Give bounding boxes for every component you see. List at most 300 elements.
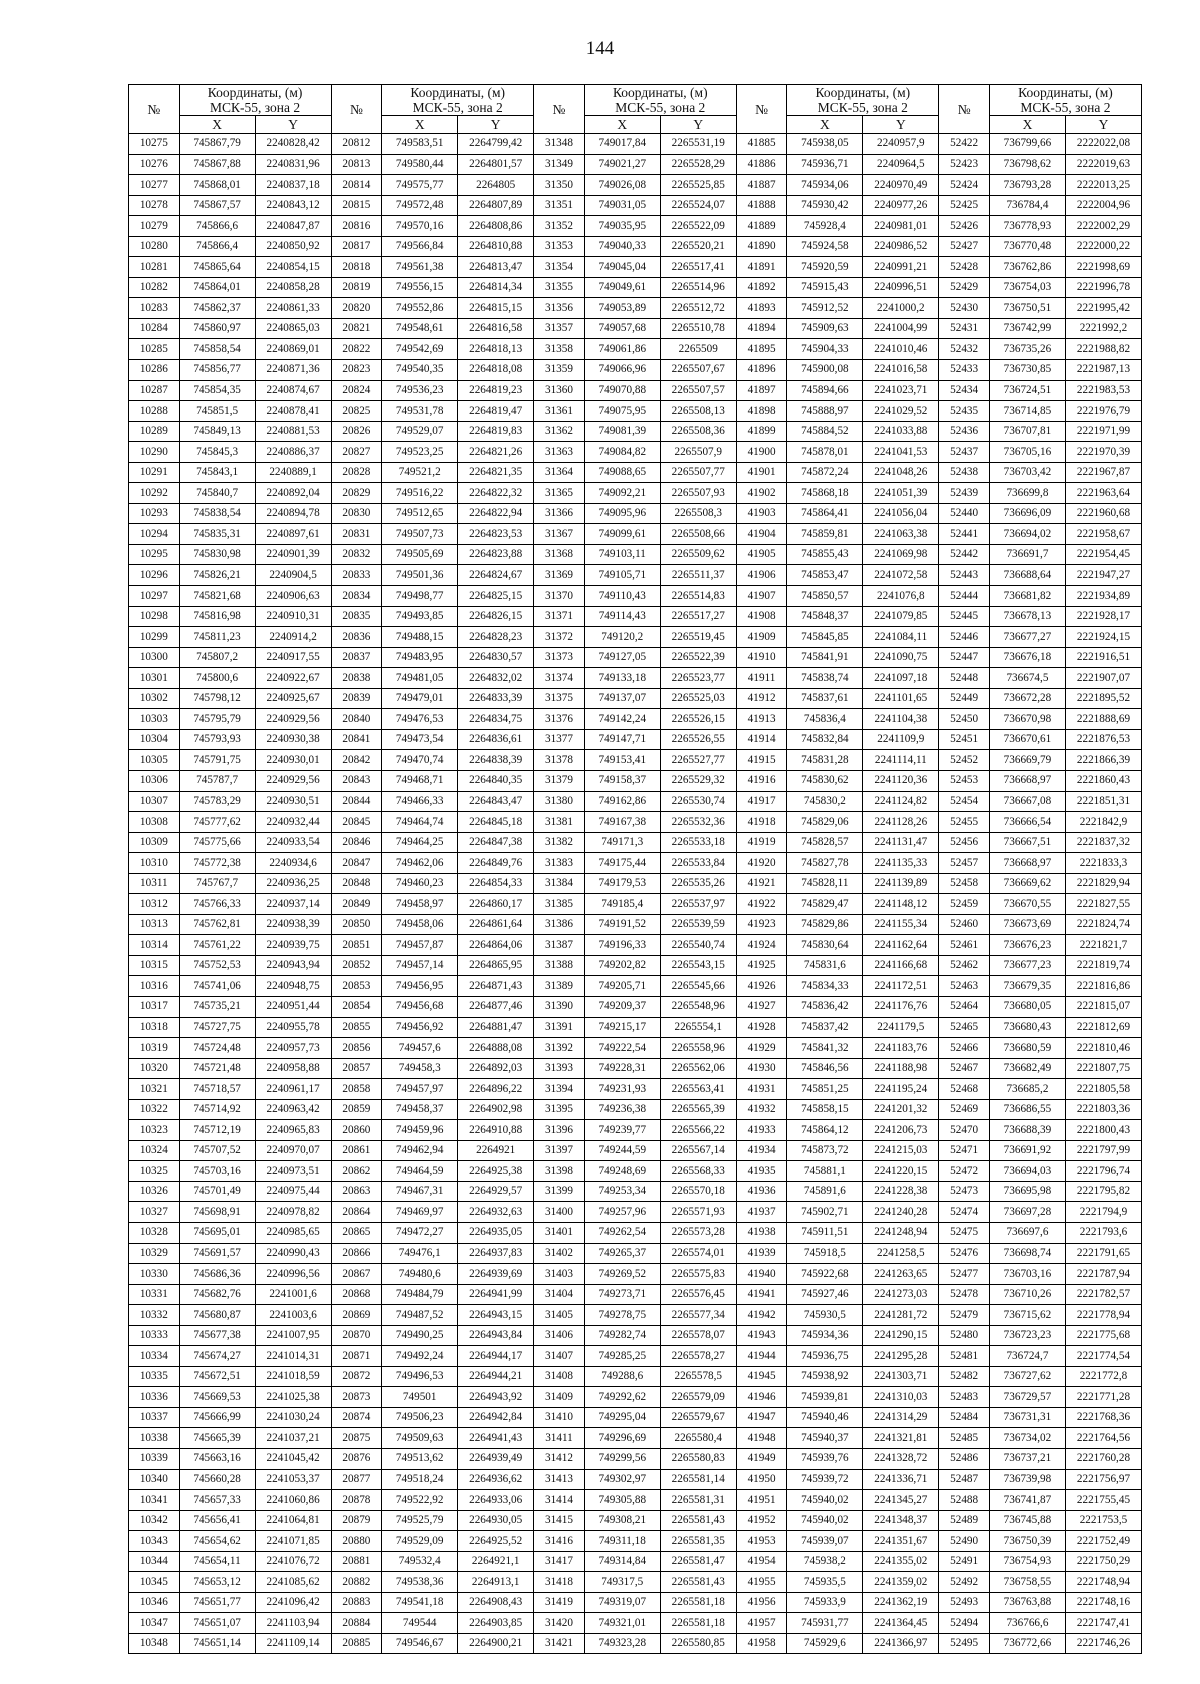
- coord-y: 2240917,55: [255, 647, 331, 668]
- coord-x: 749319,07: [584, 1592, 660, 1613]
- point-number: 31408: [534, 1366, 585, 1387]
- coord-y: 2265511,37: [660, 565, 736, 586]
- point-number: 10320: [129, 1058, 180, 1079]
- point-number: 52462: [939, 955, 990, 976]
- point-number: 20817: [331, 236, 382, 257]
- coord-x: 736703,16: [989, 1264, 1065, 1285]
- coord-x: 749498,77: [382, 586, 458, 607]
- coord-x: 736778,93: [989, 216, 1065, 237]
- coord-x: 736686,55: [989, 1099, 1065, 1120]
- point-number: 31413: [534, 1469, 585, 1490]
- coord-y: 2221987,13: [1065, 360, 1141, 381]
- point-number: 10314: [129, 935, 180, 956]
- coord-x: 749133,18: [584, 668, 660, 689]
- point-number: 31415: [534, 1510, 585, 1531]
- coord-y: 2264819,83: [458, 421, 534, 442]
- coord-y: 2241166,68: [863, 955, 939, 976]
- point-number: 10294: [129, 524, 180, 545]
- coord-y: 2221771,28: [1065, 1387, 1141, 1408]
- table-row: [129, 647, 1142, 668]
- coord-y: 2221805,58: [1065, 1079, 1141, 1100]
- coord-y: 2265507,67: [660, 360, 736, 381]
- point-number: 31373: [534, 647, 585, 668]
- coord-y: 2264937,83: [458, 1243, 534, 1264]
- coord-y: 2264925,38: [458, 1161, 534, 1182]
- coord-x: 745703,16: [179, 1161, 255, 1182]
- coord-x: 745867,88: [179, 154, 255, 175]
- point-number: 41930: [736, 1058, 787, 1079]
- header-y: Y: [863, 116, 939, 134]
- point-number: 41887: [736, 175, 787, 196]
- coord-x: 736676,18: [989, 647, 1065, 668]
- coord-x: 745934,36: [787, 1325, 863, 1346]
- coord-y: 2240837,18: [255, 175, 331, 196]
- coord-y: 2240936,25: [255, 873, 331, 894]
- coord-x: 749205,71: [584, 976, 660, 997]
- coord-y: 2240854,15: [255, 257, 331, 278]
- coord-x: 749546,67: [382, 1633, 458, 1654]
- coord-x: 745654,11: [179, 1551, 255, 1572]
- coord-y: 2241114,11: [863, 750, 939, 771]
- point-number: 20816: [331, 216, 382, 237]
- coord-x: 749531,78: [382, 401, 458, 422]
- coord-x: 749061,86: [584, 339, 660, 360]
- point-number: 20855: [331, 1017, 382, 1038]
- point-number: 20859: [331, 1099, 382, 1120]
- coord-y: 2264877,46: [458, 996, 534, 1017]
- point-number: 41902: [736, 483, 787, 504]
- table-row: [129, 277, 1142, 298]
- coord-x: 749209,37: [584, 996, 660, 1017]
- point-number: 20871: [331, 1346, 382, 1367]
- point-number: 41909: [736, 627, 787, 648]
- point-number: 10298: [129, 606, 180, 627]
- point-number: 52483: [939, 1387, 990, 1408]
- coord-y: 2240886,37: [255, 442, 331, 463]
- coord-x: 736750,51: [989, 298, 1065, 319]
- coord-y: 2264840,35: [458, 770, 534, 791]
- table-row: [129, 1510, 1142, 1531]
- table-row: [129, 1551, 1142, 1572]
- coord-y: 2265567,14: [660, 1140, 736, 1161]
- coord-y: 2265580,4: [660, 1428, 736, 1449]
- point-number: 10277: [129, 175, 180, 196]
- coord-x: 745940,02: [787, 1510, 863, 1531]
- point-number: 31399: [534, 1181, 585, 1202]
- point-number: 41891: [736, 257, 787, 278]
- point-number: 52469: [939, 1099, 990, 1120]
- header-coordinates: [179, 85, 331, 116]
- coord-x: 749292,62: [584, 1387, 660, 1408]
- coord-y: 2241240,28: [863, 1202, 939, 1223]
- point-number: 31392: [534, 1038, 585, 1059]
- coord-y: 2264943,84: [458, 1325, 534, 1346]
- coord-x: 745866,4: [179, 236, 255, 257]
- point-number: 20819: [331, 277, 382, 298]
- coord-x: 749114,43: [584, 606, 660, 627]
- coord-y: 2264943,92: [458, 1387, 534, 1408]
- coord-y: 2265525,85: [660, 175, 736, 196]
- coord-y: 2264830,57: [458, 647, 534, 668]
- coord-x: 736727,62: [989, 1366, 1065, 1387]
- coord-y: 2241090,75: [863, 647, 939, 668]
- coord-y: 2264943,15: [458, 1305, 534, 1326]
- header-y: Y: [255, 116, 331, 134]
- coord-y: 2240964,5: [863, 154, 939, 175]
- coord-y: 2240970,07: [255, 1140, 331, 1161]
- table-row: [129, 1264, 1142, 1285]
- coord-x: 749462,94: [382, 1140, 458, 1161]
- point-number: 10283: [129, 298, 180, 319]
- coord-y: 2264936,62: [458, 1469, 534, 1490]
- coord-y: 2265528,29: [660, 154, 736, 175]
- coord-y: 2265537,97: [660, 894, 736, 915]
- point-number: 20854: [331, 996, 382, 1017]
- coord-x: 749285,25: [584, 1346, 660, 1367]
- point-number: 20820: [331, 298, 382, 319]
- coord-y: 2241120,36: [863, 770, 939, 791]
- coord-x: 745884,52: [787, 421, 863, 442]
- coord-y: 2241076,8: [863, 586, 939, 607]
- coord-x: 749040,33: [584, 236, 660, 257]
- coord-x: 745840,7: [179, 483, 255, 504]
- point-number: 20829: [331, 483, 382, 504]
- coord-y: 2241131,47: [863, 832, 939, 853]
- coord-x: 745915,43: [787, 277, 863, 298]
- coord-y: 2241195,24: [863, 1079, 939, 1100]
- coord-x: 749458,97: [382, 894, 458, 915]
- coord-x: 749288,6: [584, 1366, 660, 1387]
- table-row: [129, 894, 1142, 915]
- point-number: 31372: [534, 627, 585, 648]
- coord-x: 745931,77: [787, 1613, 863, 1634]
- coord-y: 2222004,96: [1065, 195, 1141, 216]
- coord-x: 745902,71: [787, 1202, 863, 1223]
- table-row: [129, 1079, 1142, 1100]
- coord-x: 736674,5: [989, 668, 1065, 689]
- point-number: 41917: [736, 791, 787, 812]
- coord-x: 749070,88: [584, 380, 660, 401]
- coord-x: 745891,6: [787, 1181, 863, 1202]
- coord-y: 2264910,88: [458, 1120, 534, 1141]
- coord-y: 2265578,5: [660, 1366, 736, 1387]
- coord-y: 2264860,17: [458, 894, 534, 915]
- table-row: [129, 1469, 1142, 1490]
- coord-y: 2241314,29: [863, 1407, 939, 1428]
- point-number: 31407: [534, 1346, 585, 1367]
- coord-x: 736670,61: [989, 729, 1065, 750]
- point-number: 52426: [939, 216, 990, 237]
- coord-x: 736758,55: [989, 1572, 1065, 1593]
- table-row: [129, 565, 1142, 586]
- coord-x: 749490,25: [382, 1325, 458, 1346]
- coord-x: 745832,84: [787, 729, 863, 750]
- point-number: 41940: [736, 1264, 787, 1285]
- coord-y: 2221760,28: [1065, 1449, 1141, 1470]
- coord-x: 749278,75: [584, 1305, 660, 1326]
- point-number: 20830: [331, 503, 382, 524]
- point-number: 31378: [534, 750, 585, 771]
- coord-x: 745707,52: [179, 1140, 255, 1161]
- coord-y: 2264930,05: [458, 1510, 534, 1531]
- coord-y: 2221747,41: [1065, 1613, 1141, 1634]
- coord-x: 745682,76: [179, 1284, 255, 1305]
- coord-y: 2221907,07: [1065, 668, 1141, 689]
- point-number: 31360: [534, 380, 585, 401]
- point-number: 10276: [129, 154, 180, 175]
- coord-y: 2265548,96: [660, 996, 736, 1017]
- point-number: 20839: [331, 688, 382, 709]
- point-number: 41952: [736, 1510, 787, 1531]
- coord-y: 2264843,47: [458, 791, 534, 812]
- coord-x: 749265,37: [584, 1243, 660, 1264]
- coord-x: 736680,43: [989, 1017, 1065, 1038]
- point-number: 31412: [534, 1449, 585, 1470]
- point-number: 31404: [534, 1284, 585, 1305]
- coord-y: 2240996,56: [255, 1264, 331, 1285]
- coord-x: 736799,66: [989, 134, 1065, 155]
- coord-y: 2221746,26: [1065, 1633, 1141, 1654]
- coord-y: 2240930,51: [255, 791, 331, 812]
- coord-x: 749513,62: [382, 1449, 458, 1470]
- coord-y: 2264939,69: [458, 1264, 534, 1285]
- coord-x: 749468,71: [382, 770, 458, 791]
- coord-x: 745669,53: [179, 1387, 255, 1408]
- coord-y: 2241004,99: [863, 318, 939, 339]
- coord-x: 749167,38: [584, 812, 660, 833]
- coord-y: 2241096,42: [255, 1592, 331, 1613]
- coord-y: 2265526,55: [660, 729, 736, 750]
- coord-y: 2264822,32: [458, 483, 534, 504]
- coord-x: 745845,3: [179, 442, 255, 463]
- coord-y: 2240929,56: [255, 709, 331, 730]
- point-number: 31420: [534, 1613, 585, 1634]
- coord-x: 736793,28: [989, 175, 1065, 196]
- coord-y: 2265539,59: [660, 914, 736, 935]
- coord-x: 745940,46: [787, 1407, 863, 1428]
- point-number: 52434: [939, 380, 990, 401]
- coord-y: 2240970,49: [863, 175, 939, 196]
- coord-x: 749476,53: [382, 709, 458, 730]
- coord-y: 2221752,49: [1065, 1531, 1141, 1552]
- coord-y: 2241045,42: [255, 1449, 331, 1470]
- coord-y: 2241060,86: [255, 1490, 331, 1511]
- point-number: 10338: [129, 1428, 180, 1449]
- coord-y: 2241348,37: [863, 1510, 939, 1531]
- table-row: [129, 832, 1142, 853]
- coord-y: 2221983,53: [1065, 380, 1141, 401]
- point-number: 41921: [736, 873, 787, 894]
- coord-x: 736676,23: [989, 935, 1065, 956]
- point-number: 52424: [939, 175, 990, 196]
- coord-x: 736742,99: [989, 318, 1065, 339]
- coord-x: 749282,74: [584, 1325, 660, 1346]
- coord-y: 2240958,88: [255, 1058, 331, 1079]
- header-y: Y: [458, 116, 534, 134]
- point-number: 20874: [331, 1407, 382, 1428]
- point-number: 20848: [331, 873, 382, 894]
- coord-y: 2241228,38: [863, 1181, 939, 1202]
- point-number: 41931: [736, 1079, 787, 1100]
- coord-y: 2241037,21: [255, 1428, 331, 1449]
- coord-x: 745843,1: [179, 462, 255, 483]
- coord-y: 2265574,01: [660, 1243, 736, 1264]
- point-number: 52428: [939, 257, 990, 278]
- coord-y: 2264799,42: [458, 134, 534, 155]
- point-number: 20882: [331, 1572, 382, 1593]
- coord-y: 2240861,33: [255, 298, 331, 319]
- table-row: [129, 873, 1142, 894]
- point-number: 10307: [129, 791, 180, 812]
- coord-x: 749479,01: [382, 688, 458, 709]
- table-row: [129, 175, 1142, 196]
- point-number: 20834: [331, 586, 382, 607]
- table-row: [129, 853, 1142, 874]
- point-number: 20823: [331, 360, 382, 381]
- point-number: 31393: [534, 1058, 585, 1079]
- point-number: 41938: [736, 1222, 787, 1243]
- coord-y: 2241104,38: [863, 709, 939, 730]
- coord-x: 745851,25: [787, 1079, 863, 1100]
- coord-y: 2221947,27: [1065, 565, 1141, 586]
- coord-y: 2221988,82: [1065, 339, 1141, 360]
- point-number: 41923: [736, 914, 787, 935]
- coord-x: 749507,73: [382, 524, 458, 545]
- coord-y: 2264838,39: [458, 750, 534, 771]
- point-number: 41950: [736, 1469, 787, 1490]
- header-coordinates-system: МСК-55, зона 2: [210, 100, 301, 115]
- point-number: 52454: [939, 791, 990, 812]
- point-number: 10282: [129, 277, 180, 298]
- coord-y: 2241290,15: [863, 1325, 939, 1346]
- coord-x: 749496,53: [382, 1366, 458, 1387]
- coord-x: 749583,51: [382, 134, 458, 155]
- coord-x: 749196,33: [584, 935, 660, 956]
- coord-x: 745783,29: [179, 791, 255, 812]
- point-number: 52423: [939, 154, 990, 175]
- point-number: 52468: [939, 1079, 990, 1100]
- point-number: 52433: [939, 360, 990, 381]
- coord-x: 749302,97: [584, 1469, 660, 1490]
- coord-y: 2241076,72: [255, 1551, 331, 1572]
- point-number: 52425: [939, 195, 990, 216]
- coord-x: 745864,41: [787, 503, 863, 524]
- point-number: 41885: [736, 134, 787, 155]
- header-x: X: [787, 116, 863, 134]
- coord-y: 2241014,31: [255, 1346, 331, 1367]
- coord-y: 2264908,43: [458, 1592, 534, 1613]
- point-number: 20822: [331, 339, 382, 360]
- point-number: 10306: [129, 770, 180, 791]
- coord-y: 2221772,8: [1065, 1366, 1141, 1387]
- coord-y: 2264805: [458, 175, 534, 196]
- coord-y: 2241033,88: [863, 421, 939, 442]
- point-number: 20837: [331, 647, 382, 668]
- coord-x: 745826,21: [179, 565, 255, 586]
- coord-x: 749158,37: [584, 770, 660, 791]
- coord-x: 749552,86: [382, 298, 458, 319]
- coord-y: 2240881,53: [255, 421, 331, 442]
- point-number: 10335: [129, 1366, 180, 1387]
- point-number: 10346: [129, 1592, 180, 1613]
- coord-x: 745836,42: [787, 996, 863, 1017]
- point-number: 20879: [331, 1510, 382, 1531]
- coord-x: 745853,47: [787, 565, 863, 586]
- coord-x: 736697,28: [989, 1202, 1065, 1223]
- point-number: 20880: [331, 1531, 382, 1552]
- coord-y: 2264819,23: [458, 380, 534, 401]
- point-number: 20847: [331, 853, 382, 874]
- coord-y: 2264896,22: [458, 1079, 534, 1100]
- coord-x: 736729,57: [989, 1387, 1065, 1408]
- point-number: 31369: [534, 565, 585, 586]
- coord-y: 2221833,3: [1065, 853, 1141, 874]
- coord-x: 749501: [382, 1387, 458, 1408]
- coord-y: 2240933,54: [255, 832, 331, 853]
- header-coordinates-title: Координаты, (м): [1018, 85, 1113, 100]
- coord-y: 2241248,94: [863, 1222, 939, 1243]
- coord-x: 745793,93: [179, 729, 255, 750]
- coord-x: 749105,71: [584, 565, 660, 586]
- coord-y: 2265571,93: [660, 1202, 736, 1223]
- coord-x: 736699,8: [989, 483, 1065, 504]
- header-number: №: [939, 85, 990, 134]
- coord-x: 749099,61: [584, 524, 660, 545]
- coord-x: 749120,2: [584, 627, 660, 648]
- table-row: [129, 503, 1142, 524]
- point-number: 20852: [331, 955, 382, 976]
- coord-y: 2264826,15: [458, 606, 534, 627]
- coord-x: 749457,6: [382, 1038, 458, 1059]
- coord-y: 2221795,82: [1065, 1181, 1141, 1202]
- coord-y: 2221824,74: [1065, 914, 1141, 935]
- coord-y: 2264801,57: [458, 154, 534, 175]
- coord-y: 2264933,06: [458, 1490, 534, 1511]
- point-number: 10275: [129, 134, 180, 155]
- coord-x: 745938,05: [787, 134, 863, 155]
- point-number: 31381: [534, 812, 585, 833]
- coord-x: 749480,6: [382, 1264, 458, 1285]
- point-number: 20846: [331, 832, 382, 853]
- coord-y: 2264834,75: [458, 709, 534, 730]
- coord-x: 745836,4: [787, 709, 863, 730]
- point-number: 52480: [939, 1325, 990, 1346]
- point-number: 41913: [736, 709, 787, 730]
- point-number: 41944: [736, 1346, 787, 1367]
- coord-y: 2221803,36: [1065, 1099, 1141, 1120]
- point-number: 31377: [534, 729, 585, 750]
- coord-y: 2241079,85: [863, 606, 939, 627]
- coord-x: 749548,61: [382, 318, 458, 339]
- point-number: 41937: [736, 1202, 787, 1223]
- coord-y: 2241201,32: [863, 1099, 939, 1120]
- point-number: 31409: [534, 1387, 585, 1408]
- point-number: 52452: [939, 750, 990, 771]
- coord-y: 2240957,73: [255, 1038, 331, 1059]
- coord-y: 2241128,26: [863, 812, 939, 833]
- header-x: X: [179, 116, 255, 134]
- coord-x: 749314,84: [584, 1551, 660, 1572]
- point-number: 10310: [129, 853, 180, 874]
- coord-x: 749075,95: [584, 401, 660, 422]
- coord-x: 749031,05: [584, 195, 660, 216]
- coord-y: 2264929,57: [458, 1181, 534, 1202]
- coord-y: 2221782,57: [1065, 1284, 1141, 1305]
- coord-y: 2264932,63: [458, 1202, 534, 1223]
- point-number: 41911: [736, 668, 787, 689]
- point-number: 10322: [129, 1099, 180, 1120]
- coord-x: 749045,04: [584, 257, 660, 278]
